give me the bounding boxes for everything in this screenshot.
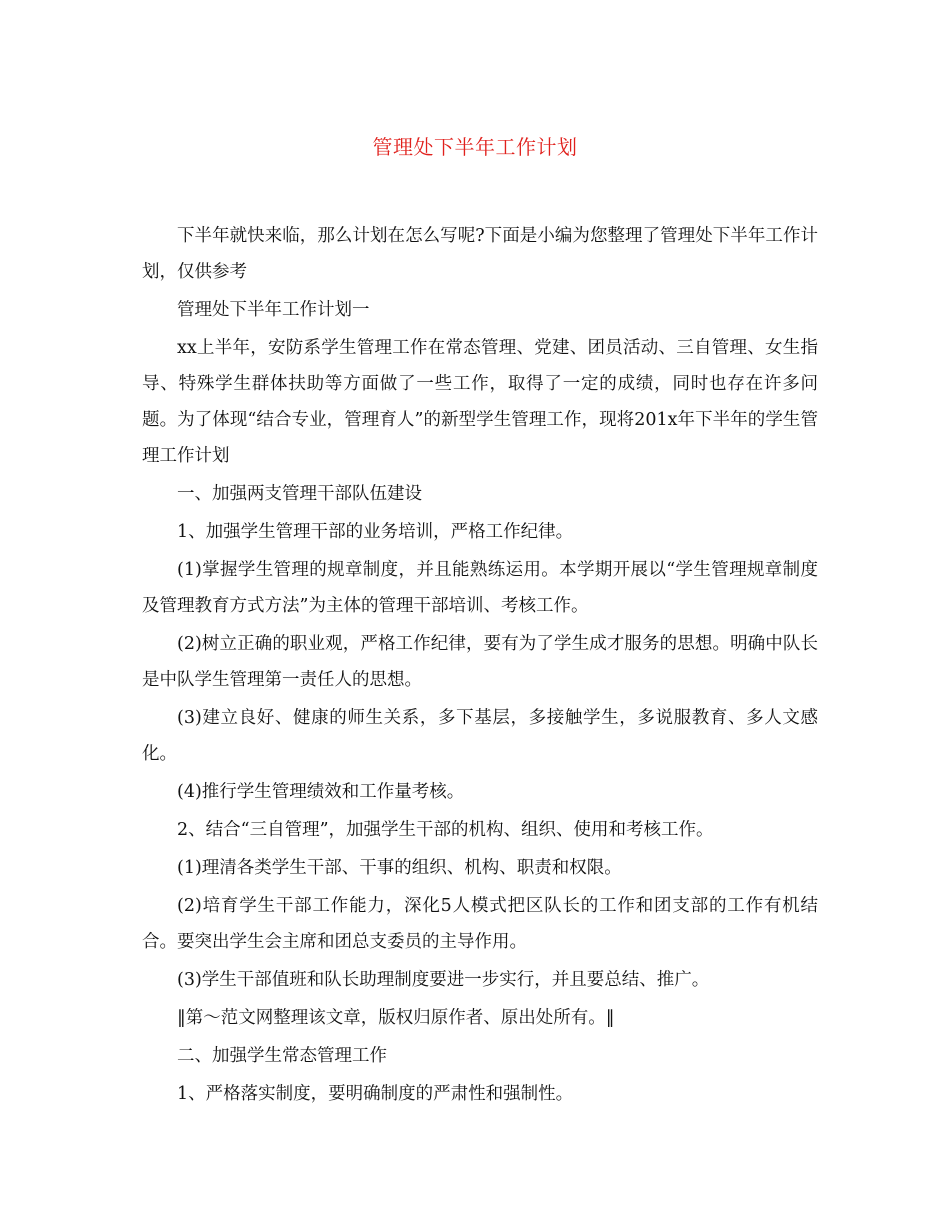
subitem-2-2: (2)培育学生干部工作能力，深化5人模式把区队长的工作和团支部的工作有机结合。要突出学生会主席和团总支委员的主导作用。: [142, 896, 818, 952]
item-1: 1、加强学生管理干部的业务培训，严格工作纪律。: [177, 522, 574, 542]
item-2: 2、结合“三自管理”，加强学生干部的机构、组织、使用和考核工作。: [177, 820, 714, 840]
subitem-1-3: (3)建立良好、健康的师生关系，多下基层，多接触学生，多说服教育、多人文感化。: [142, 708, 818, 764]
subitem-1-4: (4)推行学生管理绩效和工作量考核。: [177, 782, 465, 802]
document-title: 管理处下半年工作计划: [372, 135, 578, 159]
subitem-1-2: (2)树立正确的职业观，严格工作纪律，要有为了学生成才服务的思想。明确中队长是中队学生管理第一责任人的思想。: [142, 634, 818, 690]
subitem-2-1: (1)理清各类学生干部、干事的组织、机构、职责和权限。: [177, 858, 622, 878]
section-heading-1: 一、加强两支管理干部队伍建设: [177, 484, 422, 504]
paragraph-plan-heading: 管理处下半年工作计划一: [177, 300, 370, 320]
paragraph-overview: xx上半年，安防系学生管理工作在常态管理、党建、团员活动、三自管理、女生指导、特殊学生群体扶助等方面做了一些工作，取得了一定的成绩，同时也存在许多问题。为了体现“结合专业，管理育人”的新型学生管理工作，现将201x年下半年的学生管理工作计划: [142, 338, 818, 466]
subitem-2-3: (3)学生干部值班和队长助理制度要进一步实行，并且要总结、推广。: [177, 970, 710, 990]
copyright-note: ‖第～范文网整理该文章，版权归原作者、原出处所有。‖: [177, 1008, 615, 1028]
subitem-1-1: (1)掌握学生管理的规章制度，并且能熟练运用。本学期开展以“学生管理规章制度及管理教育方式方法”为主体的管理干部培训、考核工作。: [142, 560, 818, 616]
paragraph-intro: 下半年就快来临，那么计划在怎么写呢?下面是小编为您整理了管理处下半年工作计划，仅供参考: [142, 226, 818, 282]
item-2-1: 1、严格落实制度，要明确制度的严肃性和强制性。: [177, 1084, 574, 1104]
document-body: [142, 218, 818, 1114]
section-heading-2: 二、加强学生常态管理工作: [177, 1046, 387, 1066]
